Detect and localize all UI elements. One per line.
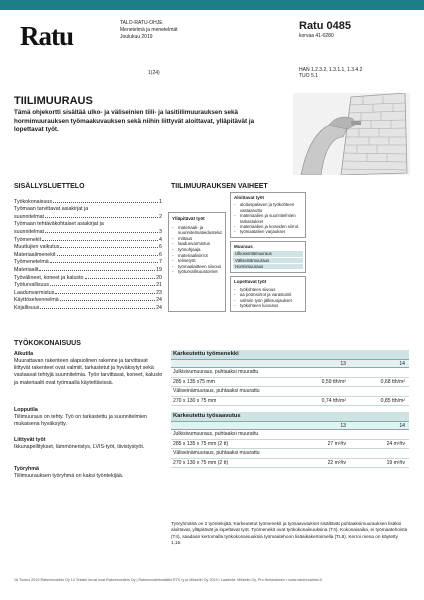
table-cell-value: 22 m²/tv xyxy=(327,459,346,466)
table-cell-label: 285 x 135 x 75 mm (2 tt) xyxy=(173,440,229,447)
stage-item: - aa pöönsiirrot ja varastointi xyxy=(234,292,302,297)
table-row xyxy=(171,430,409,440)
table-cell-value: 0,68 tth/m² xyxy=(380,378,405,385)
toc-item-page: 6 xyxy=(159,244,162,251)
maintaining-works-list xyxy=(172,225,222,275)
section-text: Tiilimuuraus on tehty. Työ on tarkastettu ja suunnitelmien mukaisena hyväksytty. xyxy=(14,414,147,428)
card-replaces: korvaa 41-0280 xyxy=(299,33,334,39)
toc-item xyxy=(14,273,162,281)
table-row xyxy=(171,440,409,450)
ending-works-box xyxy=(230,276,306,311)
ratu-logo: Ratu xyxy=(20,21,74,51)
table-cell-value: 24 m²/tv xyxy=(386,440,405,447)
toc-item xyxy=(14,212,162,220)
toc-item-title: Käyttöselvennelmä xyxy=(14,297,59,304)
toc-item xyxy=(14,296,162,304)
section-heading: Liittyvät työt xyxy=(14,437,46,443)
toc-leader xyxy=(50,262,158,263)
table-cell-label: 285 x 135 x75 mm xyxy=(173,378,215,385)
stage-item: - työturvallisuustoimet xyxy=(172,269,222,275)
toc-item-page: 1 xyxy=(159,198,162,205)
stage-item: - työkohteen luovutus xyxy=(234,303,302,308)
masonry-type: Hormimuuraus xyxy=(233,264,303,269)
table-row xyxy=(171,449,409,459)
table-cell-label: Väliseinämuuraus, puhtaaksi muurattu xyxy=(173,388,260,395)
toc-item-page: 21 xyxy=(156,282,162,289)
toc-item-page: 23 xyxy=(156,289,162,296)
toc-item-title: Työturvallisuus xyxy=(14,282,50,289)
card-title: Ratu 0485 xyxy=(299,20,351,32)
toc-item xyxy=(14,197,162,205)
column-header: 14 xyxy=(399,422,405,429)
table-cell-label: Julkisivumuuraus, puhtaaksi muurattu xyxy=(173,369,259,376)
maintaining-works-title: Ylläpitävät työt xyxy=(172,216,205,221)
card-id xyxy=(299,20,351,39)
toc-item-title: suunnitelmat xyxy=(14,213,45,220)
toc-item xyxy=(14,205,162,213)
table-cell-value: 0,85 tth/m² xyxy=(380,397,405,404)
toc-leader xyxy=(45,217,158,218)
table-title: Karkeutettu työmenekki xyxy=(171,350,409,359)
section-heading: Työryhmä xyxy=(14,466,39,472)
table-of-contents xyxy=(14,197,162,311)
toc-item-title: Työvälineet, koneet ja kalusto xyxy=(14,274,84,281)
toc-item-page: 20 xyxy=(156,274,162,281)
table-header xyxy=(171,359,409,368)
table-row xyxy=(171,397,409,407)
stage-item: - työmaalaitteen siivous xyxy=(172,264,222,270)
toc-item-page: 7 xyxy=(159,259,162,266)
table-cell-label: Julkisivumuuraus, puhtaaksi muurattu xyxy=(173,431,259,438)
toc-item-title: Työmaan tarvittavat asiakirjat ja xyxy=(14,206,89,213)
stage-item: - materiaalisiirrot xyxy=(172,253,222,259)
toc-item xyxy=(14,243,162,251)
toc-item-title: Laadunvarmistus xyxy=(14,289,55,296)
column-header: 14 xyxy=(399,360,405,367)
toc-item xyxy=(14,235,162,243)
table-cell-value: 27 m²/tv xyxy=(327,440,346,447)
toc-item-title: Työmaan tehtäväkohtaiset asiakirjat ja xyxy=(14,221,104,228)
toc-leader xyxy=(50,285,155,286)
lead-paragraph: Tämä ohjekortti sisältää ulko- ja väliseinien tiili- ja lasitiilimuurauksen sekä hormimuurauksen työmaakuvauksen sekä niihin liittyvät aloittavat, ylläpitävät ja lopettavat työt. xyxy=(14,109,255,134)
toc-leader xyxy=(55,293,155,294)
toc-leader xyxy=(57,255,159,256)
masonry-type: Väliseinämuuraus xyxy=(233,258,303,263)
toc-leader xyxy=(45,232,158,233)
toc-item-title: Materiaalit xyxy=(14,266,39,273)
toc-item xyxy=(14,303,162,311)
toc-item xyxy=(14,220,162,228)
series-line: Menetelmä ja menetelmät xyxy=(120,27,178,33)
toc-item-title: Työmenekit xyxy=(14,236,42,243)
table-body xyxy=(171,368,409,406)
stage-sequence xyxy=(230,192,306,315)
toc-item-page: 4 xyxy=(159,236,162,243)
toc-item-title: Materiaalimenekit xyxy=(14,251,56,258)
toc-item xyxy=(14,250,162,258)
toc-leader xyxy=(53,202,158,203)
stage-item: - mittaus xyxy=(172,236,222,242)
column-header: 13 xyxy=(340,422,346,429)
toc-item xyxy=(14,227,162,235)
stage-item: - materiaalien ja koneiden siirrot xyxy=(234,224,302,229)
top-accent-bar xyxy=(0,0,424,10)
section-heading: Aikutila xyxy=(14,351,34,357)
table-cell-label: 270 x 130 x 75 mm (2 tt) xyxy=(173,459,229,466)
toc-item-title: Muuttujien vaikutus xyxy=(14,244,60,251)
ending-works-title: Lopettavat työt xyxy=(234,279,267,285)
table-row xyxy=(171,378,409,388)
toc-leader xyxy=(42,240,158,241)
table-cell-value: 0,59 tth/m² xyxy=(321,378,346,385)
toc-item-page: 19 xyxy=(156,266,162,273)
toc-item-page: 3 xyxy=(159,228,162,235)
section-text: Tiilimuurauksen työryhmä on kaksi työntekijää. xyxy=(14,473,124,479)
section-heading: Lopputila xyxy=(14,407,38,413)
series-line: TALO-RATU-OHJE xyxy=(120,20,163,26)
kokonaisuus-heading: TYÖKOKONAISUUS xyxy=(14,340,81,347)
masonry-type: Ulkoseintämuuraus xyxy=(233,251,303,256)
toc-leader xyxy=(85,278,156,279)
page-title: TIILIMUURAUS xyxy=(14,95,93,107)
table-row xyxy=(171,459,409,469)
masonry-list xyxy=(234,251,302,269)
starting-works-box xyxy=(230,192,306,238)
stage-item: - työkohteen siivous xyxy=(234,287,302,292)
footer-copyright: 16 Tuotus 2019 Rakennustieto Oy 10 Tekstin kuvat ovat Rakennustieto Oy | Rakennustietosäätiö RTS ry ja Mikkelin Oy 2019 • Laadinta: Mikkelin Oy, Pro Hiekkalanen • www.rakennustieto.fi xyxy=(14,578,323,582)
stage-item: - työnohjaaja xyxy=(172,247,222,253)
toc-item-title: suunnitelmat xyxy=(14,228,45,235)
table-header xyxy=(171,421,409,430)
code-line: HAN 1.2.3.2, 1.3.1.1, 1.3.4.2 xyxy=(299,67,363,73)
masonry-box xyxy=(230,241,306,274)
series-line: Joulukuu 2019 xyxy=(120,34,153,40)
stage-item: - valmiin työn jälkisuojaukset xyxy=(234,298,302,303)
toc-item-page: 24 xyxy=(156,297,162,304)
toc-item xyxy=(14,288,162,296)
toc-item xyxy=(14,281,162,289)
toc-item-title: Työmenetelmä xyxy=(14,259,49,266)
stage-item: - materiaalien ja suunnitelmien tarkastukset xyxy=(234,213,302,224)
table-row xyxy=(171,387,409,397)
column-header: 13 xyxy=(340,360,346,367)
table-cell-label: Väliseinämuuraus, puhtaaksi muurattu xyxy=(173,450,260,457)
maintaining-works-box xyxy=(168,212,226,312)
stage-item: - työmaatalien varjaukset xyxy=(234,229,302,234)
table-row xyxy=(171,368,409,378)
stage-item: - laadunvarmistus xyxy=(172,241,222,247)
toc-leader xyxy=(60,247,158,248)
stages-heading: TIILIMUURAUKSEN VAIHEET xyxy=(171,183,268,190)
toc-heading: SISÄLLYSLUETTELO xyxy=(14,183,85,190)
table-cell-value: 0,74 tth/m² xyxy=(321,397,346,404)
toc-item-title: Työkokonaisuus xyxy=(14,198,52,205)
table-title: Karkeutettu työsaavutus xyxy=(171,412,409,421)
table-cell-label: 270 x 130 x 75 mm xyxy=(173,397,217,404)
section-text: Muurattavan rakenteen alapuolinen rakenne ja tarvittavat liittyvät rakenteet ovat valmiit, tarkastetut ja hyväksytyt sekä vastaavat tehtyjä suunnitelmia. Työn tarvittavat, koneet, kalusto ja materiaalit ovat työmaalla käytettävissä. xyxy=(14,358,163,386)
starting-works-list xyxy=(234,202,302,234)
ending-works-list xyxy=(234,287,302,309)
table-cell-value: 19 m²/tv xyxy=(386,459,405,466)
work-stages-diagram xyxy=(168,192,404,312)
page-number: 1(24) xyxy=(148,70,160,76)
classification-codes xyxy=(299,67,362,79)
table-note: Työryhmänä on 2 työntekijää. Karkeutetut työmenekit ja työsaavutukset sisältävät puhtaaksimuurauksen lisäksi aloittavat, ylläpitävät ja lopettavat työt. Työmenekit ovat työkokonaisuuksina (T4). Kokonaisaika, ei työmaatehoista (T4), saadaan kertomalla työkokonaisuuksia työmaatehoon lisäaikakertoimella (TL8). Kerroi mena on käytetty 1,15. xyxy=(171,521,408,545)
toc-item xyxy=(14,265,162,273)
masonry-title: Muuraus xyxy=(234,243,253,249)
toc-item-page: 6 xyxy=(159,251,162,258)
toc-leader xyxy=(39,270,155,271)
section-text: Ikkunapellitykset, lämmöneristys, LVIS-työt, tiivistystyöt. xyxy=(14,444,145,450)
toc-item-title: Kirjallisuus xyxy=(14,304,40,311)
toc-item xyxy=(14,258,162,266)
series-info xyxy=(120,20,178,41)
toc-leader xyxy=(60,300,155,301)
toc-leader xyxy=(40,308,155,309)
table-body xyxy=(171,430,409,468)
brick-wall-photo xyxy=(293,93,410,175)
productivity-tables xyxy=(171,350,409,468)
stage-item: - telinetyöt xyxy=(172,258,222,264)
stage-item: - materiaali- ja suunnitelmatiedustelut xyxy=(172,225,222,236)
toc-item-page: 24 xyxy=(156,304,162,311)
toc-item-page: 2 xyxy=(159,213,162,220)
code-line: TUO 5.1 xyxy=(299,73,318,79)
starting-works-title: Aloittavat työt xyxy=(234,195,265,200)
stage-item: - aloituspalaveri ja työkohteen vastaanotto xyxy=(234,202,302,213)
